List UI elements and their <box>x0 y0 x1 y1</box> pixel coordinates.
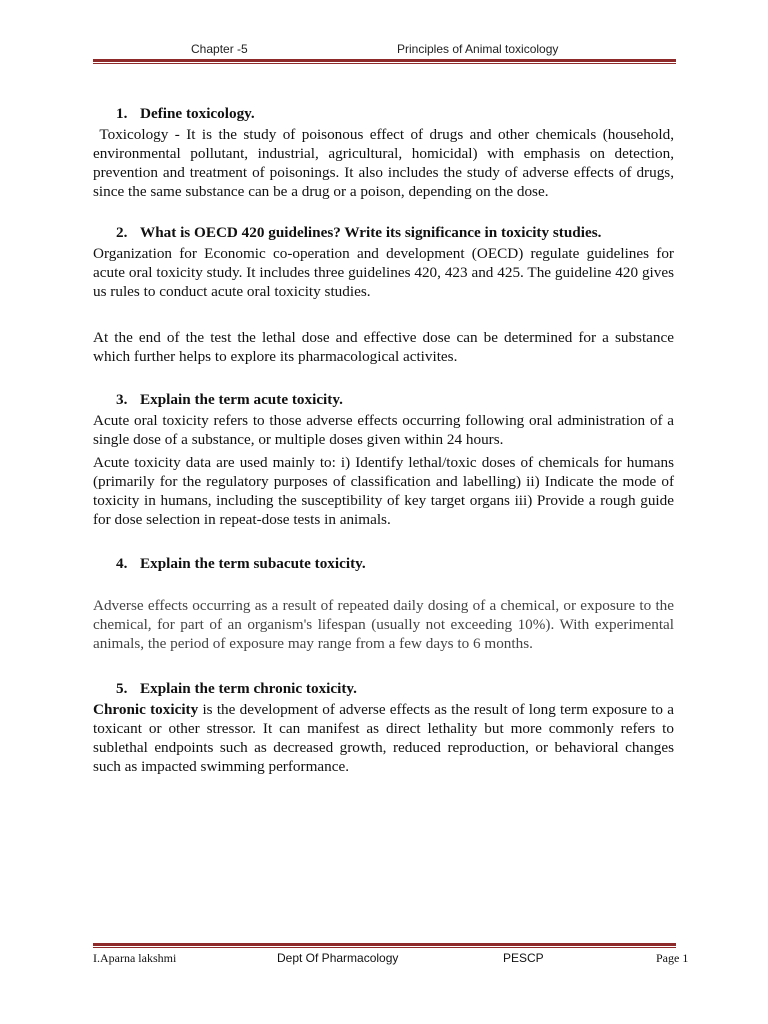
footer-department: Dept Of Pharmacology <box>277 951 399 965</box>
answer-paragraph: Acute toxicity data are used mainly to: i) Identify lethal/toxic doses of chemicals for humans (primarily for the regulatory purposes of classification and labelling) ii) Indicate the mode of toxicity in humans, including the susceptibility of key target organs iii) Provide a rough guide for dose selection in repeat-dose tests in animals. <box>93 454 674 528</box>
question-number: 3. <box>116 391 128 408</box>
footer-rule <box>93 943 676 948</box>
footer-page-number: Page 1 <box>656 951 689 965</box>
question-heading <box>93 223 674 242</box>
term-definition: is the development of adverse effects as the result of long term exposure to a toxicant or other stressor. It can manifest as direct lethality but more commonly refers to sublethal endpoints such as decreased growth, reduced reproduction, or behavioral changes such as impacted swimming performance. <box>93 701 678 775</box>
question-text: Explain the term acute toxicity. <box>140 391 343 408</box>
header-rule <box>93 59 676 64</box>
question-text: Define toxicology. <box>140 105 255 122</box>
answer-paragraph: At the end of the test the lethal dose and effective dose can be determined for a substance which further helps to explore its pharmacological activites. <box>93 329 674 365</box>
answer-paragraph: Acute oral toxicity refers to those adverse effects occurring following oral administration of a single dose of a substance, or multiple doses given within 24 hours. <box>93 412 674 448</box>
answer-paragraph: Organization for Economic co-operation and development (OECD) regulate guidelines for acute oral toxicity study. It includes three guidelines 420, 423 and 425. The guideline 420 gives us rules to conduct acute oral toxicity studies. <box>93 245 674 300</box>
question-heading <box>93 679 674 698</box>
question-number: 2. <box>116 224 128 241</box>
question-number: 4. <box>116 555 128 572</box>
question-heading <box>93 390 674 409</box>
question-heading <box>93 554 674 573</box>
question-heading <box>93 104 674 123</box>
header-title: Principles of Animal toxicology <box>397 42 559 56</box>
footer-author: I.Aparna lakshmi <box>93 951 177 965</box>
page-footer <box>93 951 698 967</box>
term-bold: Chronic toxicity <box>93 701 199 718</box>
page-header <box>93 42 676 60</box>
header-chapter: Chapter -5 <box>191 42 248 56</box>
question-text: What is OECD 420 guidelines? Write its significance in toxicity studies. <box>140 224 602 241</box>
footer-institution: PESCP <box>503 951 544 965</box>
answer-paragraph: Toxicology - It is the study of poisonous effect of drugs and other chemicals (household, environmental pollutant, industrial, agricultural, homicidal) with emphasis on detection, prevention and treatment of poisonings. It also includes the study of adverse effects of drugs, since the same substance can be a drug or a poison, depending on the dose. <box>93 126 678 200</box>
question-number: 1. <box>116 105 128 122</box>
document-body <box>93 104 678 776</box>
answer-paragraph <box>93 700 678 776</box>
question-text: Explain the term subacute toxicity. <box>140 555 366 572</box>
answer-paragraph: Adverse effects occurring as a result of repeated daily dosing of a chemical, or exposure to the chemical, for part of an organism's lifespan (usually not exceeding 10%). With experimental animals, the period of exposure may range from a few days to 6 months. <box>93 597 674 652</box>
question-number: 5. <box>116 680 128 697</box>
question-text: Explain the term chronic toxicity. <box>140 680 357 697</box>
